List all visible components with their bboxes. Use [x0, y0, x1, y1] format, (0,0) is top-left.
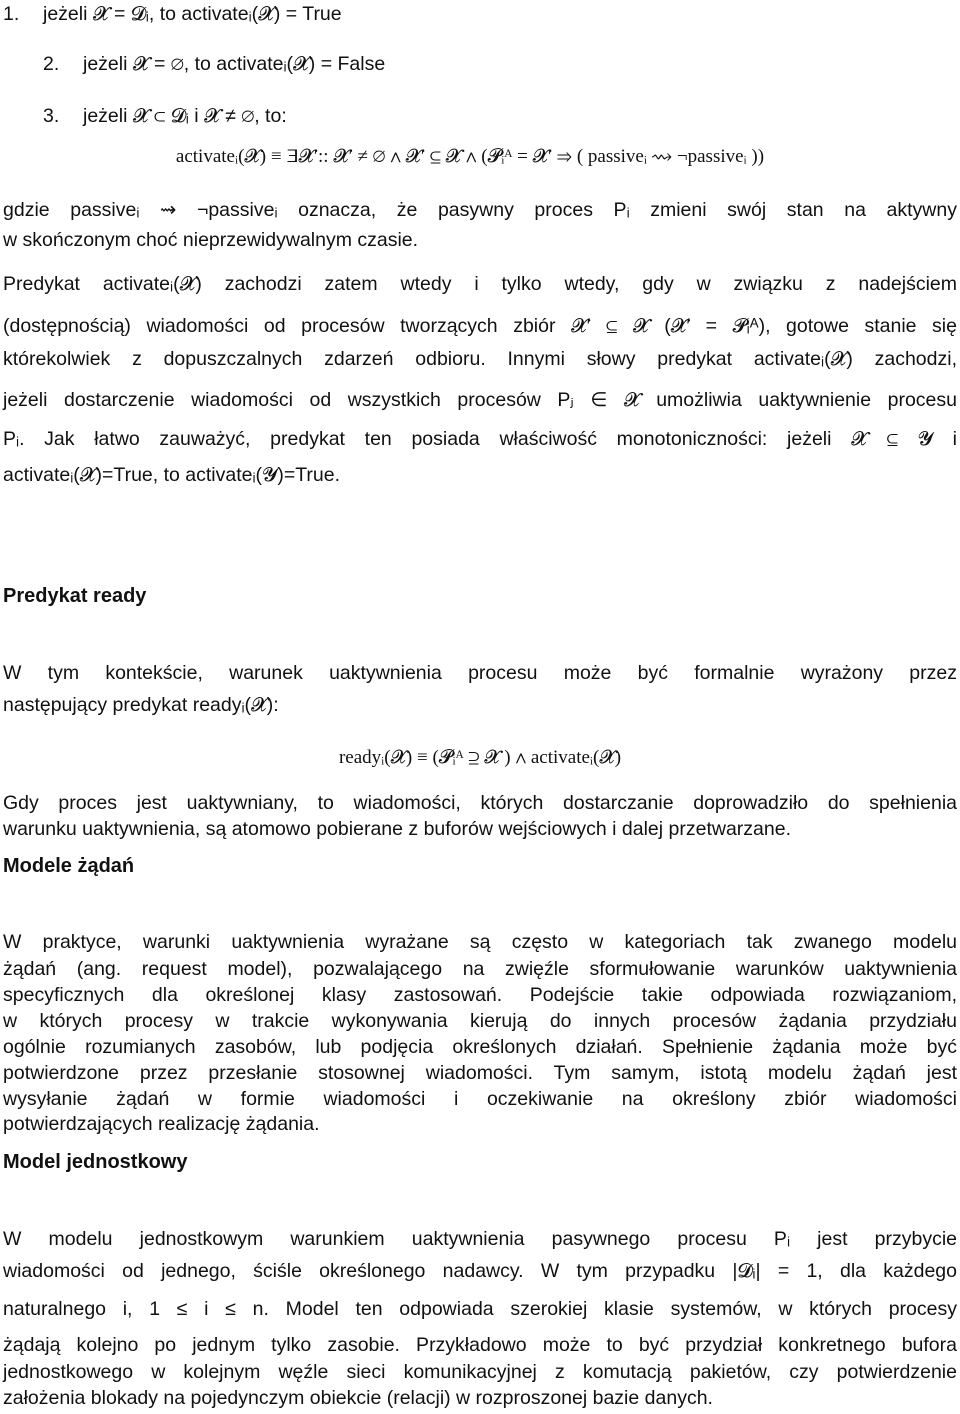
para-jednostkowy-line: W modelu jednostkowym warunkiem uaktywnienia pasywnego procesu Pᵢ jest przybycie — [3, 1228, 957, 1250]
para-gdzie-line: gdzie passiveᵢ ⇝ ¬passiveᵢ oznacza, że pasywny proces Pᵢ zmieni swój stan na aktywny — [3, 199, 957, 221]
heading-text: Modele żądań — [3, 855, 135, 877]
para-predykat-line: którekolwiek z dopuszczalnych zdarzeń odbioru. Innymi słowy predykat activateᵢ(𝓧) zachodzi, — [3, 348, 957, 370]
para-jednostkowy-line: żądają kolejno po jednym tylko zasobie. Przykładowo może to być przydział konkretnego bufora — [3, 1334, 957, 1356]
list-item-3 — [43, 104, 960, 128]
para-gdy-line: Gdy proces jest uaktywniany, to wiadomości, których dostarczanie doprowadziło do spełnienia — [3, 792, 957, 814]
para-praktyce-line: w których procesy w trakcie wykonywania kierują do innych procesów żądania przydziału — [3, 1010, 957, 1032]
list-item-1 — [3, 2, 957, 26]
para-gdy-line: warunku uaktywnienia, są atomowo pobierane z buforów wejściowych i dalej przetwarzane. — [3, 818, 791, 840]
para-predykat-line: (dostępnością) wiadomości od procesów tworzących zbiór 𝓧′ ⊆ 𝓧 (𝓧′ = 𝓟ᵢᴬ), gotowe stanie się — [3, 315, 957, 337]
para-praktyce-line: W praktyce, warunki uaktywnienia wyrażane są często w kategoriach tak zwanego modelu — [3, 931, 957, 953]
list-item-2 — [43, 52, 960, 76]
para-predykat-line: Predykat activateᵢ(𝓧) zachodzi zatem wtedy i tylko wtedy, gdy w związku z nadejściem — [3, 273, 957, 295]
formula-ready: readyᵢ(𝓧) ≡ (𝓟ᵢᴬ ⊇ 𝓧 ) ∧ activateᵢ(𝓧) — [338, 747, 622, 768]
para-ready-line: W tym kontekście, warunek uaktywnienia procesu może być formalnie wyrażony przez — [3, 662, 957, 684]
para-praktyce-line: specyficznych dla określonej klasy zastosowań. Podejście takie odpowiada rozwiązaniom, — [3, 984, 957, 1006]
para-jednostkowy-line: jednostkowego w kolejnym węźle sieci komunikacyjnej z komutacją pakietów, czy potwierdzenie — [3, 1361, 957, 1383]
formula-activate: activateᵢ(𝓧) ≡ ∃𝓧′:: 𝓧′ ≠ ∅ ∧ 𝓧′ ⊆ 𝓧 ∧ (𝓟ᵢᴬ = 𝓧′ ⇒ ( passiveᵢ ⇝ ¬passiveᵢ )) — [175, 146, 765, 167]
list-text: jeżeli 𝓧 ⊂ 𝓓ᵢ i 𝓧 ≠ ∅, to: — [83, 105, 287, 127]
section-heading-jednostkowy — [3, 1151, 187, 1174]
para-predykat-line: jeżeli dostarczenie wiadomości od wszystkich procesów Pⱼ ∈ 𝓧 umożliwia uaktywnienie procesu — [3, 389, 957, 411]
heading-text: Model jednostkowy — [3, 1151, 188, 1173]
para-jednostkowy-line: wiadomości od jednego, ściśle określonego nadawcy. W tym przypadku |𝓓ᵢ| = 1, dla każdego — [3, 1260, 957, 1282]
para-jednostkowy-line: naturalnego i, 1 ≤ i ≤ n. Model ten odpowiada szerokiej klasie systemów, w których procesy — [3, 1298, 957, 1320]
para-ready-line: następujący predykat readyᵢ(𝓧): — [3, 694, 279, 716]
para-praktyce-line: wysyłanie żądań w formie wiadomości i oczekiwanie na określony zbiór wiadomości — [3, 1088, 957, 1110]
para-praktyce-line: żądań (ang. request model), pozwalającego na zwięźle sformułowanie warunków uaktywnienia — [3, 958, 957, 980]
para-predykat-line: activateᵢ(𝓧)=True, to activateᵢ(𝓨)=True. — [3, 464, 341, 486]
para-gdzie-line: w skończonym choć nieprzewidywalnym czasie. — [3, 229, 419, 251]
para-praktyce-line: potwierdzających realizację żądania. — [3, 1113, 320, 1135]
para-praktyce-line: potwierdzone przez przesłanie stosownej wiadomości. Tym samym, istotą modelu żądań jest — [3, 1062, 957, 1084]
section-heading-ready — [3, 585, 146, 608]
list-text: jeżeli 𝓧 = 𝓓ᵢ, to activateᵢ(𝓧) = True — [43, 3, 342, 25]
list-number: 3. — [43, 105, 60, 127]
para-predykat-line: Pᵢ. Jak łatwo zauważyć, predykat ten posiada właściwość monotoniczności: jeżeli 𝓧 ⊆ 𝓨 i — [3, 428, 957, 450]
para-jednostkowy-line: założenia blokady na pojedynczym obiekcie (relacji) w rozproszonej bazie danych. — [3, 1387, 713, 1409]
list-number: 1. — [3, 3, 20, 25]
section-heading-modele — [3, 855, 134, 878]
para-praktyce-line: ogólnie rozumianych zasobów, lub podjęcia określonych działań. Spełnienie żądania może być — [3, 1036, 957, 1058]
list-number: 2. — [43, 53, 60, 75]
list-text: jeżeli 𝓧 = ∅, to activateᵢ(𝓧) = False — [83, 53, 386, 75]
heading-text: Predykat ready — [3, 585, 147, 607]
